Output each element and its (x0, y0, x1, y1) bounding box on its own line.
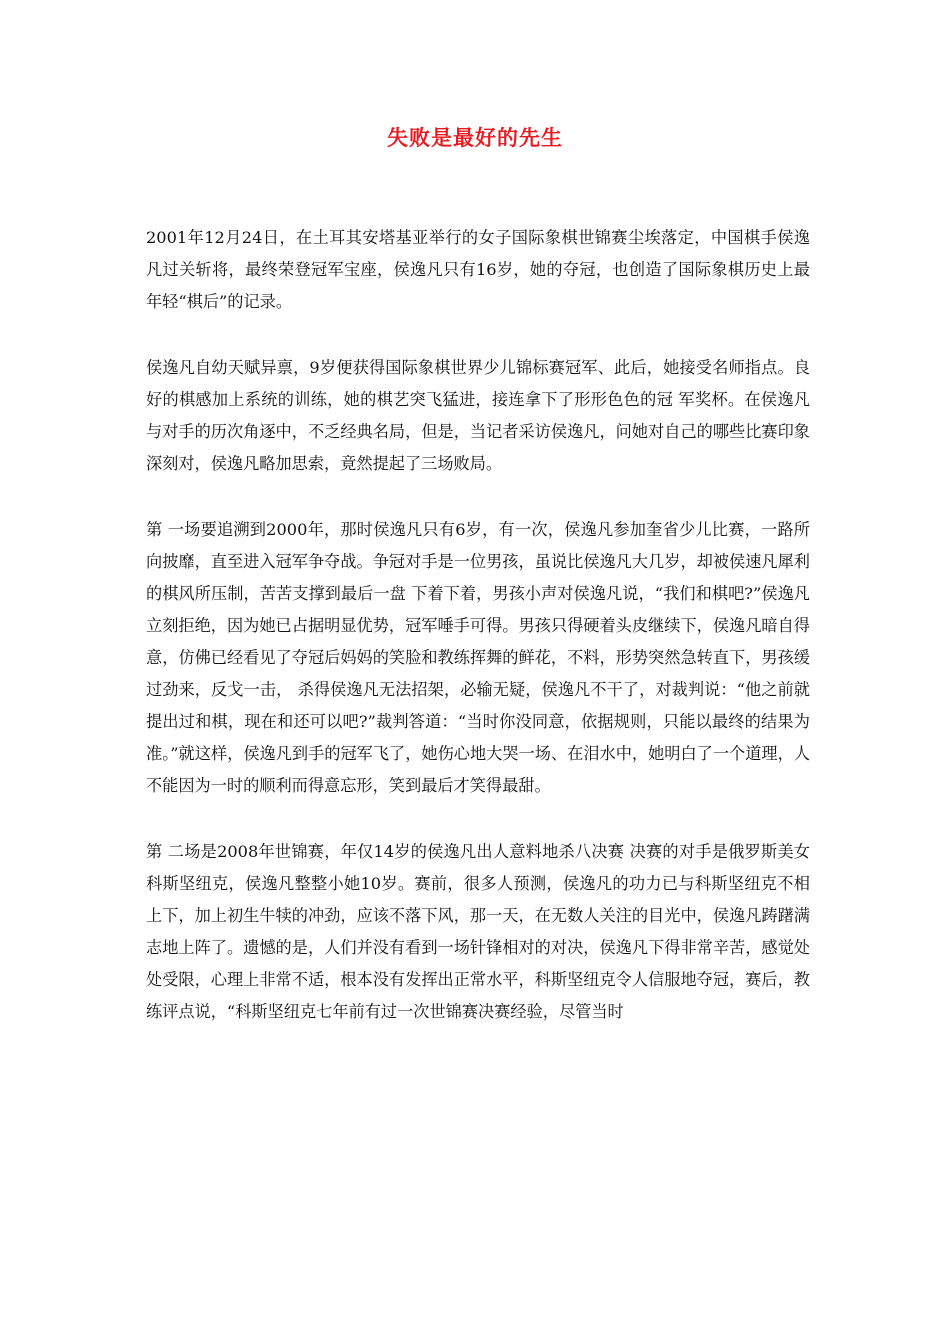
paragraph-3: 第 一场要追溯到2000年，那时侯逸凡只有6岁，有一次，侯逸凡参加奎省少儿比赛，一路所向披靡，直至进入冠军争夺战。争冠对手是一位男孩，虽说比侯逸凡大几岁，却被侯速凡犀利的棋风所压制，苦苦支撑到最后一盘 下着下着，男孩小声对侯逸凡说，“我们和棋吧?”侯逸凡立刻拒绝，因为她已占据明显优势，冠军唾手可得。男孩只得硬着头皮继续下，侯逸凡暗自得意，仿佛已经看见了夺冠后妈妈的笑脸和教练挥舞的鲜花，不料，形势突然急转直下，男孩缓过劲来，反戈一击， 杀得侯逸凡无法招架，必输无疑，侯逸凡不干了，对裁判说：“他之前就提出过和棋，现在和还可以吧?”裁判答道：“当时你没同意，依据规则，只能以最终的结果为准。”就这样，侯逸凡到手的冠军飞了，她伤心地大哭一场、在泪水中，她明白了一个道理，人不能因为一时的顺利而得意忘形，笑到最后才笑得最甜。 (146, 520, 810, 795)
paragraph-4: 第 二场是2008年世锦赛，年仅14岁的侯逸凡出人意料地杀八决赛 决赛的对手是俄罗斯美女科斯坚纽克，侯逸凡整整小她10岁。赛前，很多人预测，侯逸凡的功力已与科斯坚纽克不相上下，加上初生牛犊的冲劲，应该不落下风，那一天，在无数人关注的目光中，侯逸凡踌躇满志地上阵了。遗憾的是，人们并没有看到一场针锋相对的对决，侯逸凡下得非常辛苦，感觉处处受限，心理上非常不适，根本没有发挥出正常水平，科斯坚纽克令人信服地夺冠，赛后，教练评点说，“科斯坚纽克七年前有过一次世锦赛决赛经验，尽管当时 (146, 842, 810, 1021)
paragraph-2: 侯逸凡自幼天赋异禀，9岁便获得国际象棋世界少儿锦标赛冠军、此后，她接受名师指点。良好的棋感加上系统的训练，她的棋艺突飞猛进，接连拿下了形形色色的冠 军奖杯。在侯逸凡与对手的历次角逐中，不乏经典名局，但是，当记者采访侯逸凡，问她对自己的哪些比赛印象深刻对，侯逸凡略加思索，竟然提起了三场败局。 (146, 358, 810, 473)
document-title: 失败是最好的先生 (387, 126, 563, 150)
document-body (146, 222, 810, 1062)
paragraph-1: 2001年12月24日，在土耳其安塔基亚举行的女子国际象棋世锦赛尘埃落定，中国棋手侯逸凡过关斩将，最终荣登冠军宝座，侯逸凡只有16岁，她的夺冠，也创造了国际象棋历史上最年轻“棋后”的记录。 (146, 228, 810, 311)
